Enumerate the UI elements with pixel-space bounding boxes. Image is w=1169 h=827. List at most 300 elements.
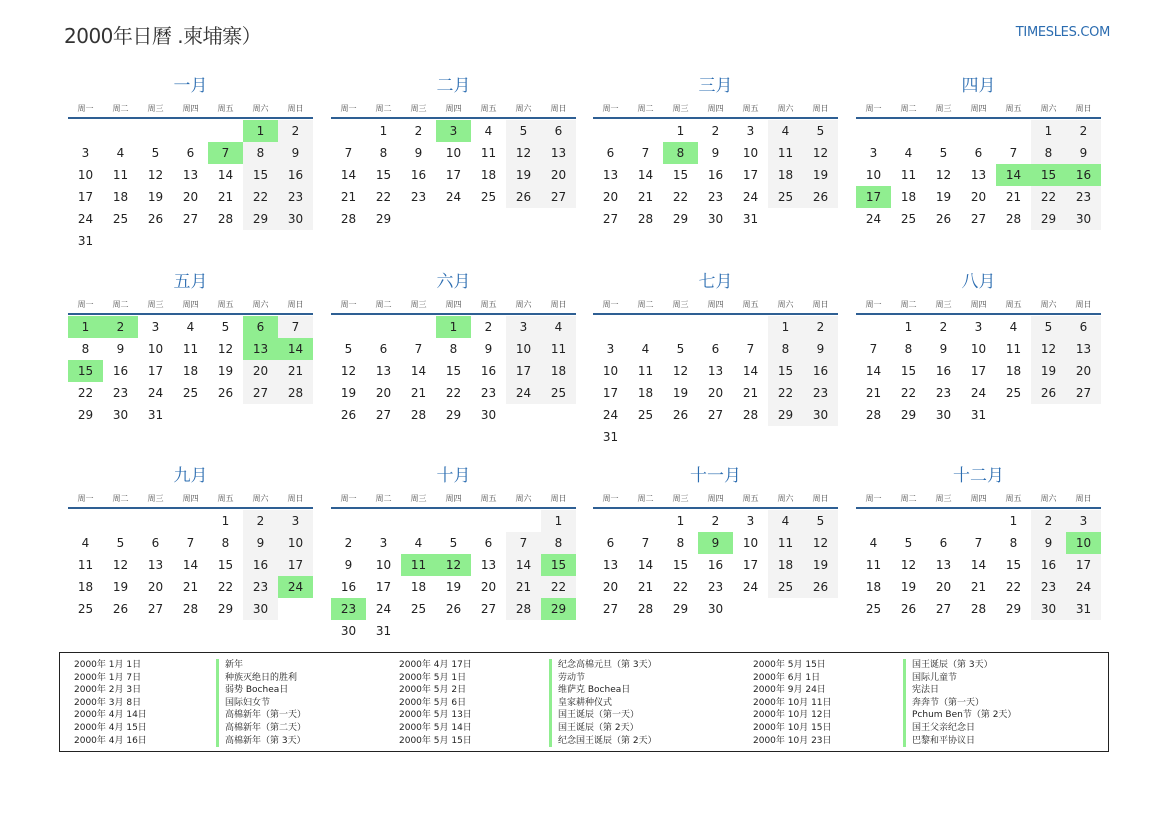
day-cell: 1: [68, 316, 103, 338]
day-cell: 29: [77, 408, 94, 422]
day-cell: 17: [970, 364, 987, 378]
day-cell: 12: [506, 142, 541, 164]
day-cell: 2: [484, 320, 493, 334]
holiday-date: 2000年 6月 1日: [753, 672, 821, 683]
day-cell: 11: [77, 558, 94, 572]
day-cell: 24: [742, 190, 759, 204]
weekday-label: 周六: [1040, 493, 1057, 503]
month-8: [856, 270, 1101, 426]
empty-cell: [208, 230, 243, 252]
day-cell: 22: [445, 386, 462, 400]
weekday-label: 周一: [340, 493, 357, 503]
day-cell: 1: [904, 320, 913, 334]
day-cell: 17: [742, 558, 759, 572]
empty-cell: [1066, 404, 1101, 426]
weekday-label: 周日: [287, 299, 304, 309]
day-cell: 29: [900, 408, 917, 422]
empty-cell: [628, 120, 663, 142]
month-divider: [68, 507, 313, 509]
holiday-date: 2000年 4月 15日: [74, 722, 147, 733]
day-cell: 14: [506, 554, 541, 576]
empty-cell: [1031, 404, 1066, 426]
day-grid: [856, 120, 1101, 230]
weekday-label: 周日: [1075, 103, 1092, 113]
weekday-label: 周一: [77, 103, 94, 113]
day-cell: 11: [768, 142, 803, 164]
day-cell: 8: [243, 142, 278, 164]
day-cell: 13: [541, 142, 576, 164]
weekday-label: 周五: [1005, 299, 1022, 309]
day-cell: 9: [711, 146, 720, 160]
day-cell: 22: [672, 190, 689, 204]
day-cell: 5: [803, 510, 838, 532]
day-cell: 12: [803, 142, 838, 164]
weekday-label: 周一: [865, 103, 882, 113]
day-cell: 22: [541, 576, 576, 598]
day-cell: 19: [803, 554, 838, 576]
month-11: [593, 464, 838, 620]
holiday-name: 高棉新年（第 3天）: [216, 735, 306, 748]
day-cell: 4: [81, 536, 90, 550]
day-cell: 22: [217, 580, 234, 594]
weekday-label: 周一: [602, 493, 619, 503]
day-cell: 21: [637, 580, 654, 594]
day-cell: 17: [375, 580, 392, 594]
day-cell: 19: [803, 164, 838, 186]
empty-cell: [768, 598, 803, 620]
day-cell: 14: [182, 558, 199, 572]
holiday-name-column: [903, 659, 1016, 747]
weekday-label: 周二: [900, 103, 917, 113]
month-name: 十月: [436, 466, 471, 486]
site-link[interactable]: TIMESLES.COM: [1015, 25, 1110, 40]
weekday-label: 周一: [602, 299, 619, 309]
day-cell: 3: [1066, 510, 1101, 532]
empty-cell: [926, 120, 961, 142]
weekday-label: 周六: [252, 493, 269, 503]
day-cell: 2: [1066, 120, 1101, 142]
weekday-header: [593, 296, 838, 312]
month-name: 十二月: [953, 466, 1004, 486]
day-cell: 7: [974, 536, 983, 550]
day-cell: 22: [243, 186, 278, 208]
day-cell: 25: [541, 382, 576, 404]
day-cell: 15: [375, 168, 392, 182]
weekday-label: 周二: [375, 103, 392, 113]
empty-cell: [891, 120, 926, 142]
day-cell: 25: [865, 602, 882, 616]
weekday-label: 周四: [707, 299, 724, 309]
empty-cell: [366, 316, 401, 338]
day-cell: 16: [935, 364, 952, 378]
day-cell: 3: [746, 514, 755, 528]
day-cell: 21: [506, 576, 541, 598]
day-cell: 5: [449, 536, 458, 550]
day-cell: 30: [935, 408, 952, 422]
day-cell: 11: [865, 558, 882, 572]
holiday-date: 2000年 9月 24日: [753, 685, 826, 696]
empty-cell: [541, 404, 576, 426]
weekday-header: [593, 490, 838, 506]
day-cell: 1: [768, 316, 803, 338]
day-cell: 3: [506, 316, 541, 338]
weekday-label: 周三: [410, 299, 427, 309]
day-cell: 31: [375, 624, 392, 638]
empty-cell: [541, 620, 576, 642]
day-cell: 27: [602, 602, 619, 616]
day-cell: 4: [1009, 320, 1018, 334]
day-cell: 23: [707, 190, 724, 204]
empty-cell: [698, 316, 733, 338]
day-cell: 9: [939, 342, 948, 356]
month-divider: [593, 313, 838, 315]
day-cell: 1: [436, 316, 471, 338]
day-cell: 11: [480, 146, 497, 160]
day-cell: 22: [672, 580, 689, 594]
day-cell: 26: [112, 602, 129, 616]
weekday-label: 周日: [1075, 299, 1092, 309]
day-cell: 20: [182, 190, 199, 204]
day-cell: 2: [278, 120, 313, 142]
day-cell: 4: [484, 124, 493, 138]
day-cell: 30: [1031, 598, 1066, 620]
day-cell: 3: [151, 320, 160, 334]
day-cell: 19: [672, 386, 689, 400]
month-divider: [593, 117, 838, 119]
holiday-date: 2000年 2月 3日: [74, 685, 142, 696]
day-cell: 26: [340, 408, 357, 422]
day-cell: 5: [221, 320, 230, 334]
day-cell: 24: [865, 212, 882, 226]
weekday-label: 周二: [112, 299, 129, 309]
day-cell: 2: [414, 124, 423, 138]
weekday-label: 周六: [777, 299, 794, 309]
weekday-label: 周日: [812, 299, 829, 309]
day-cell: 25: [768, 186, 803, 208]
day-cell: 13: [182, 168, 199, 182]
month-5: [68, 270, 313, 426]
day-cell: 28: [637, 602, 654, 616]
day-cell: 10: [147, 342, 164, 356]
empty-cell: [803, 426, 838, 448]
weekday-label: 周五: [480, 299, 497, 309]
empty-cell: [471, 620, 506, 642]
day-cell: 25: [768, 576, 803, 598]
empty-cell: [103, 230, 138, 252]
holiday-name: 巴黎和平协议日: [903, 735, 1016, 748]
month-name: 三月: [698, 76, 733, 96]
day-cell: 29: [1031, 208, 1066, 230]
day-cell: 10: [77, 168, 94, 182]
weekday-header: [68, 490, 313, 506]
day-cell: 26: [672, 408, 689, 422]
day-cell: 11: [541, 338, 576, 360]
day-cell: 9: [698, 532, 733, 554]
day-cell: 31: [742, 212, 759, 226]
day-cell: 25: [637, 408, 654, 422]
day-cell: 3: [974, 320, 983, 334]
holiday-name: 皇家耕种仪式: [549, 697, 657, 710]
day-cell: 10: [865, 168, 882, 182]
day-cell: 23: [1031, 576, 1066, 598]
day-cell: 21: [865, 386, 882, 400]
holiday-name: 种族灭绝日的胜利: [216, 672, 306, 685]
day-cell: 15: [768, 360, 803, 382]
day-cell: 8: [541, 532, 576, 554]
day-cell: 22: [768, 382, 803, 404]
weekday-label: 周六: [515, 103, 532, 113]
empty-cell: [593, 316, 628, 338]
day-cell: 7: [1009, 146, 1018, 160]
weekday-label: 周五: [480, 103, 497, 113]
weekday-label: 周六: [1040, 103, 1057, 113]
day-cell: 6: [974, 146, 983, 160]
day-cell: 13: [1066, 338, 1101, 360]
weekday-label: 周一: [340, 103, 357, 113]
holiday-name: 国际妇女节: [216, 697, 306, 710]
day-cell: 20: [970, 190, 987, 204]
day-grid: [593, 120, 838, 230]
empty-cell: [436, 510, 471, 532]
weekday-label: 周四: [707, 493, 724, 503]
day-cell: 6: [606, 536, 615, 550]
weekday-label: 周三: [410, 103, 427, 113]
day-cell: 8: [663, 142, 698, 164]
empty-cell: [856, 120, 891, 142]
weekday-label: 周四: [182, 493, 199, 503]
day-cell: 1: [221, 514, 230, 528]
holiday-date: 2000年 5月 1日: [399, 672, 467, 683]
day-cell: 23: [278, 186, 313, 208]
day-cell: 19: [147, 190, 164, 204]
day-cell: 22: [900, 386, 917, 400]
weekday-label: 周日: [812, 493, 829, 503]
holiday-date: 2000年 10月 15日: [753, 722, 832, 733]
day-cell: 17: [278, 554, 313, 576]
day-cell: 26: [147, 212, 164, 226]
empty-cell: [593, 120, 628, 142]
empty-cell: [68, 510, 103, 532]
day-cell: 17: [147, 364, 164, 378]
day-cell: 12: [112, 558, 129, 572]
day-cell: 30: [1066, 208, 1101, 230]
holiday-date: 2000年 1月 7日: [74, 672, 142, 683]
holiday-name-column: [549, 659, 657, 747]
holiday-name: 奔奔节（第一天）: [903, 697, 1016, 710]
day-cell: 2: [803, 316, 838, 338]
weekday-label: 周五: [480, 493, 497, 503]
day-cell: 9: [344, 558, 353, 572]
day-cell: 20: [541, 164, 576, 186]
day-cell: 29: [1005, 602, 1022, 616]
empty-cell: [278, 404, 313, 426]
day-cell: 23: [1066, 186, 1101, 208]
day-cell: 29: [672, 602, 689, 616]
day-cell: 14: [278, 338, 313, 360]
day-cell: 31: [1066, 598, 1101, 620]
day-cell: 20: [935, 580, 952, 594]
weekday-label: 周二: [112, 103, 129, 113]
day-cell: 2: [939, 320, 948, 334]
day-cell: 25: [77, 602, 94, 616]
weekday-label: 周五: [742, 103, 759, 113]
holiday-date: 2000年 1月 1日: [74, 660, 142, 670]
day-cell: 20: [707, 386, 724, 400]
day-cell: 25: [1005, 386, 1022, 400]
month-divider: [331, 507, 576, 509]
day-cell: 7: [869, 342, 878, 356]
day-cell: 2: [711, 514, 720, 528]
day-cell: 25: [480, 190, 497, 204]
weekday-header: [331, 296, 576, 312]
day-cell: 22: [375, 190, 392, 204]
weekday-label: 周三: [935, 299, 952, 309]
weekday-label: 周四: [970, 299, 987, 309]
weekday-label: 周三: [147, 493, 164, 503]
weekday-label: 周六: [515, 299, 532, 309]
weekday-header: [68, 296, 313, 312]
day-cell: 5: [116, 536, 125, 550]
empty-cell: [961, 120, 996, 142]
empty-cell: [698, 426, 733, 448]
day-cell: 6: [186, 146, 195, 160]
empty-cell: [541, 208, 576, 230]
weekday-label: 周五: [742, 493, 759, 503]
empty-cell: [891, 510, 926, 532]
month-divider: [593, 507, 838, 509]
day-cell: 6: [711, 342, 720, 356]
day-cell: 29: [541, 598, 576, 620]
weekday-label: 周五: [217, 493, 234, 503]
day-cell: 28: [970, 602, 987, 616]
day-grid: [856, 510, 1101, 620]
empty-cell: [401, 510, 436, 532]
empty-cell: [331, 120, 366, 142]
day-cell: 30: [707, 602, 724, 616]
holiday-name: 高棉新年（第一天）: [216, 709, 306, 722]
weekday-label: 周四: [445, 299, 462, 309]
empty-cell: [768, 208, 803, 230]
day-cell: 6: [379, 342, 388, 356]
weekday-label: 周五: [217, 103, 234, 113]
holiday-date: 2000年 10月 11日: [753, 697, 832, 708]
day-cell: 27: [147, 602, 164, 616]
day-cell: 15: [445, 364, 462, 378]
day-cell: 8: [1009, 536, 1018, 550]
weekday-label: 周三: [147, 103, 164, 113]
day-cell: 29: [672, 212, 689, 226]
holiday-date: 2000年 4月 16日: [74, 735, 147, 746]
holiday-name: 纪念高棉元旦（第 3天）: [549, 659, 657, 672]
empty-cell: [506, 620, 541, 642]
day-cell: 29: [445, 408, 462, 422]
day-cell: 6: [151, 536, 160, 550]
day-cell: 30: [803, 404, 838, 426]
day-grid: [68, 510, 313, 620]
day-cell: 28: [865, 408, 882, 422]
weekday-header: [856, 296, 1101, 312]
month-divider: [68, 117, 313, 119]
day-cell: 19: [935, 190, 952, 204]
day-cell: 24: [147, 386, 164, 400]
day-cell: 24: [506, 382, 541, 404]
holiday-name: 宪法日: [903, 684, 1016, 697]
day-grid: [593, 510, 838, 620]
empty-cell: [173, 230, 208, 252]
holiday-name: 国王诞辰（第 2天）: [549, 722, 657, 735]
day-cell: 8: [379, 146, 388, 160]
day-cell: 5: [151, 146, 160, 160]
holiday-name: 国王诞辰（第一天）: [549, 709, 657, 722]
day-grid: [68, 316, 313, 426]
day-grid: [331, 510, 576, 642]
day-cell: 7: [746, 342, 755, 356]
day-cell: 16: [410, 168, 427, 182]
holiday-date: 2000年 10月 23日: [753, 735, 832, 746]
month-name: 九月: [173, 466, 208, 486]
day-cell: 15: [68, 360, 103, 382]
day-cell: 26: [506, 186, 541, 208]
day-cell: 23: [707, 580, 724, 594]
day-cell: 31: [602, 430, 619, 444]
day-cell: 8: [449, 342, 458, 356]
month-name: 七月: [698, 272, 733, 292]
day-cell: 6: [606, 146, 615, 160]
day-cell: 28: [1005, 212, 1022, 226]
empty-cell: [68, 120, 103, 142]
weekday-label: 周四: [182, 103, 199, 113]
month-9: [68, 464, 313, 620]
day-cell: 27: [480, 602, 497, 616]
day-cell: 20: [480, 580, 497, 594]
day-cell: 13: [480, 558, 497, 572]
day-cell: 23: [331, 598, 366, 620]
day-cell: 26: [803, 186, 838, 208]
day-cell: 24: [970, 386, 987, 400]
weekday-label: 周六: [777, 493, 794, 503]
day-cell: 16: [803, 360, 838, 382]
day-cell: 5: [344, 342, 353, 356]
weekday-label: 周五: [1005, 103, 1022, 113]
day-cell: 28: [278, 382, 313, 404]
day-cell: 23: [112, 386, 129, 400]
empty-cell: [401, 208, 436, 230]
empty-cell: [138, 230, 173, 252]
day-cell: 20: [1066, 360, 1101, 382]
empty-cell: [436, 208, 471, 230]
day-cell: 3: [606, 342, 615, 356]
day-cell: 7: [208, 142, 243, 164]
empty-cell: [663, 316, 698, 338]
empty-cell: [173, 404, 208, 426]
day-cell: 3: [379, 536, 388, 550]
day-cell: 26: [445, 602, 462, 616]
weekday-label: 周六: [252, 103, 269, 113]
day-cell: 18: [637, 386, 654, 400]
weekday-label: 周三: [672, 299, 689, 309]
weekday-label: 周三: [935, 103, 952, 113]
day-cell: 14: [410, 364, 427, 378]
holiday-name: 国王父亲纪念日: [903, 722, 1016, 735]
day-cell: 18: [768, 554, 803, 576]
holiday-date: 2000年 10月 12日: [753, 710, 832, 721]
day-cell: 21: [742, 386, 759, 400]
day-cell: 4: [414, 536, 423, 550]
day-cell: 25: [112, 212, 129, 226]
holiday-name: 新年: [216, 659, 306, 672]
day-cell: 9: [278, 142, 313, 164]
day-cell: 9: [484, 342, 493, 356]
